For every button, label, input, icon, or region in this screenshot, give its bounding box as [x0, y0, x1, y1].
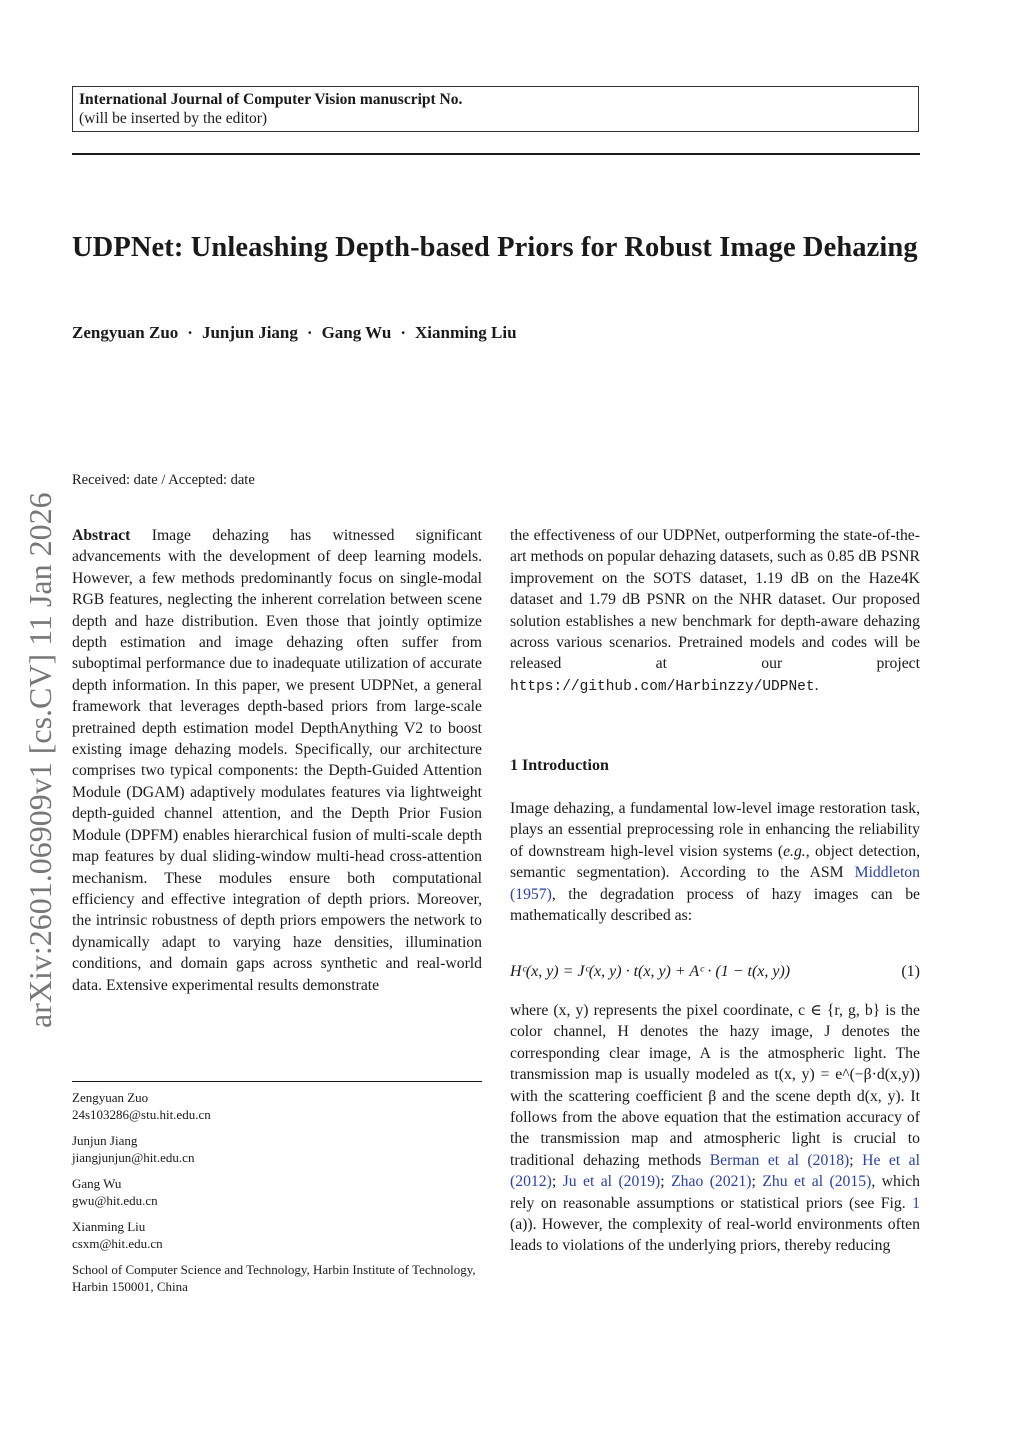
footnote-author-entry — [72, 1089, 482, 1123]
footnote-author-email[interactable]: gwu@hit.edu.cn — [72, 1193, 158, 1208]
citation-link[interactable]: Zhu et al (2015) — [762, 1173, 872, 1191]
author-name: Gang Wu — [321, 323, 392, 342]
equation-body: Hᶜ(x, y) = Jᶜ(x, y) · t(x, y) + Aᶜ · (1 − t(x, y)) — [510, 963, 791, 980]
footnote-author-entry — [72, 1175, 482, 1209]
project-url-link[interactable]: https://github.com/Harbinzzy/UDPNet — [510, 678, 815, 695]
author-list — [72, 323, 517, 343]
intro-text: where (x, y) represents the pixel coordinate, c ∈ {r, g, b} is the color channel, H denotes the hazy image, J denotes the corresponding clear image, A is the atmospheric light. The transmission map is usually modeled as t(x, y) = e^(−β·d(x,y)) with the scattering coefficient β and the scene depth d(x, y). It follows from the above equation that the estimation accuracy of the transmission map and atmospheric light is crucial to traditional dehazing methods — [510, 1002, 920, 1169]
abstract-right-column — [510, 525, 920, 698]
received-date: Received: date / Accepted: date — [72, 472, 255, 488]
intro-text: , the degradation process of hazy images can be mathematically described as: — [510, 885, 920, 925]
intro-text: (a)). However, the complexity of real-world environments often leads to violations of the underlying priors, thereby reducing — [510, 1216, 920, 1255]
intro-text: , which rely on reasonable assumptions or statistical priors (see Fig. — [510, 1173, 921, 1212]
intro-text: Image dehazing, a fundamental low-level image restoration task, plays an essential preprocessing role in enhancing the reliability of downstream high-level vision systems ( — [510, 800, 920, 860]
author-separator: · — [400, 323, 407, 342]
intro-paragraph — [510, 798, 920, 926]
footnote-author-name: Xianming Liu — [72, 1219, 146, 1234]
abstract-text-continued: the effectiveness of our UDPNet, outperforming the state-of-the-art methods on popular dehazing datasets, such as 0.85 dB PSNR improvement on the SOTS dataset, 1.19 dB on the Haze4K dataset and 1.79 dB PSNR on the NHR dataset. Our proposed solution establishes a new benchmark for depth-aware dehazing across various scenarios. Pretrained models and codes will be released at our project — [510, 527, 920, 673]
footnote-author-entry — [72, 1132, 482, 1166]
intro-eg: e.g. — [783, 842, 806, 860]
footnote-author-email[interactable]: jiangjunjun@hit.edu.cn — [72, 1150, 195, 1165]
footnote-author-email[interactable]: csxm@hit.edu.cn — [72, 1236, 163, 1251]
author-separator: · — [187, 323, 193, 342]
footnote-author-name: Junjun Jiang — [72, 1133, 138, 1148]
header-rule — [72, 153, 920, 155]
author-separator: · — [306, 323, 313, 342]
equation-number: (1) — [901, 963, 920, 980]
citation-link[interactable]: Ju et al (2019) — [562, 1173, 661, 1191]
abstract-left-column — [72, 525, 482, 996]
footnote-affiliation: School of Computer Science and Technology, Harbin Institute of Technology, Harbin 150001, China — [72, 1262, 476, 1294]
section-heading: 1 Introduction — [510, 757, 609, 774]
intro-paragraph-2: where (x, y) represents the pixel coordinate, c ∈ {r, g, b} is the color channel, H denotes the hazy image, J denotes the corresponding clear image, A is the atmospheric light. The transmission map is usually modeled as t(x, y) = e^(−β·d(x,y)) with the scattering coefficient β and the scene depth d(x, y). It follows from the above equation that the estimation accuracy of the transmission map and atmospheric light is crucial to traditional dehazing methods Berman et al (2018); He et al (2012); Ju et al (2019); Zhao (2021); Zhu et al (2015), which rely on reasonable assumptions or statistical priors (see Fig. 1 (a)). However, the complexity of real-world environments often leads to violations of the underlying priors, thereby reducing — [510, 1002, 921, 1255]
citation-link[interactable]: Berman et al (2018) — [709, 1151, 850, 1169]
paper-title: UDPNet: Unleashing Depth-based Priors for Robust Image Dehazing — [72, 232, 918, 263]
figure-ref-link[interactable]: 1 — [912, 1194, 920, 1212]
footnote-author-name: Gang Wu — [72, 1176, 122, 1191]
citation-link[interactable]: Zhao (2021) — [671, 1173, 752, 1191]
citation-link[interactable]: Middleton (1957) — [510, 864, 920, 903]
journal-name: International Journal of Computer Vision manuscript No. — [79, 91, 463, 108]
author-footnote — [72, 1089, 482, 1295]
abstract-text: Image dehazing has witnessed significant advancements with the development of deep learning models. However, a few methods predominantly focus on single-modal RGB features, neglecting the inherent correlation between scene depth and haze distribution. Even those that jointly optimize depth estimation and image dehazing often suffer from suboptimal performance due to inadequate utilization of accurate depth information. In this paper, we present UDPNet, a general framework that leverages depth-based priors from large-scale pretrained depth estimation model DepthAnything V2 to boost existing image dehazing models. Specifically, our architecture comprises two typical components: the Depth-Guided Attention Module (DGAM) adaptively modulates features via lightweight depth-guided channel attention, and the Depth Prior Fusion Module (DPFM) enables hierarchical fusion of multi-scale depth map features by dual sliding-window multi-head cross-attention mechanism. These modules ensure both computational efficiency and effective integration of depth priors. Moreover, the intrinsic robustness of depth priors empowers the network to dynamically adapt to varying haze densities, illumination conditions, and domain gaps across synthetic and real-world data. Extensive experimental results demonstrate — [72, 527, 482, 994]
arxiv-identifier: arXiv:2601.06909v1 [cs.CV] 11 Jan 2026 — [22, 492, 58, 1028]
journal-header-box — [72, 86, 919, 132]
equation-1 — [510, 963, 920, 981]
footnote-author-email[interactable]: 24s103286@stu.hit.edu.cn — [72, 1107, 211, 1122]
citation-link[interactable]: He et al (2012) — [510, 1151, 920, 1191]
author-name: Junjun Jiang — [201, 323, 298, 342]
intro-text: , object detection, semantic segmentation). According to the ASM — [510, 842, 920, 882]
abstract-label: Abstract — [72, 527, 131, 544]
footnote-rule — [72, 1081, 482, 1082]
abstract-end: . — [814, 676, 819, 694]
author-name: Zengyuan Zuo — [72, 323, 179, 342]
journal-note: (will be inserted by the editor) — [79, 110, 268, 127]
footnote-author-name: Zengyuan Zuo — [72, 1090, 149, 1105]
author-name: Xianming Liu — [415, 323, 517, 342]
footnote-author-entry — [72, 1218, 482, 1252]
